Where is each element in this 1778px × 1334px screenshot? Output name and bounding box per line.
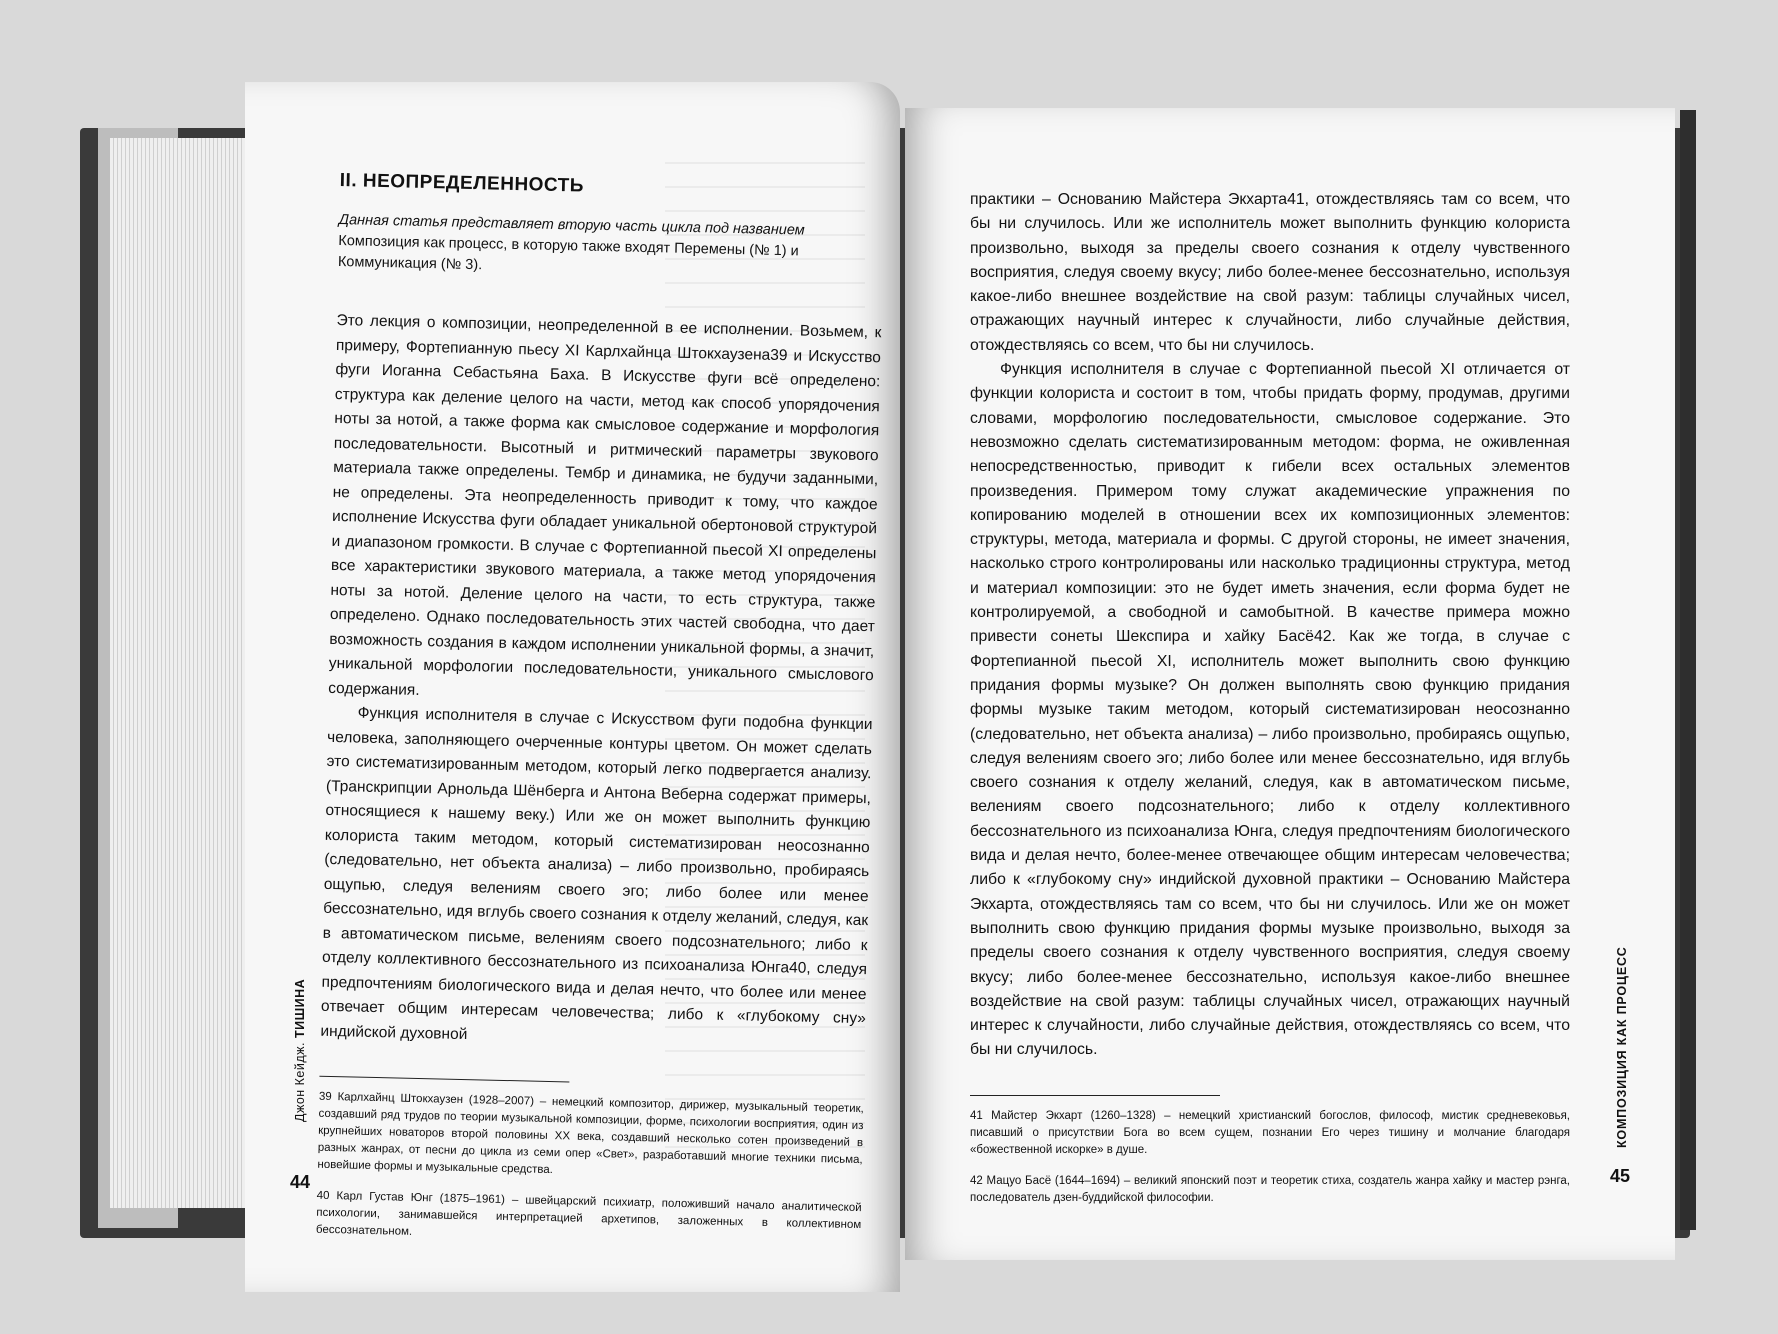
page-number-right: 45 — [1610, 1166, 1631, 1186]
running-head-left — [293, 979, 307, 1122]
footnote-39: 39 Карлхайнц Штокхаузен (1928–2007) – немецкий композитор, дирижер, музыкальный теоретик, создавший ряд трудов по теории музыкальной композиции, форме, психологии восприятия, один из крупнейших новаторов второй половины XX века, создавший несколько сотен произведений в разных жанрах, от песни до цикла из семи опер «Свет», разработавший многие техники письма, новейшие формы и музыкальные средства. — [317, 1090, 864, 1177]
lead-italic: Данная статья представляет вторую часть цикла под названием — [338, 211, 805, 239]
footnote-rule-right — [970, 1095, 1220, 1096]
lead-text — [338, 210, 884, 285]
lead-rest: Композиция как процесс, в которую также входят Перемены (№ 1) и Коммуникация (№ 3). — [337, 232, 799, 274]
paragraph-2: Функция исполнителя в случае с Искусством фуги подобна функции человека, заполняющего очерченные контуры цветом. Он может сделать это систематизированным методом, который легко подвергается анализу. (Транскрипции Арнольда Шёнберга и Антона Веберна содержат примеры, относящиеся к нашему веку.) Или же он может выполнить функцию колориста таким методом, который систематизирован неосознанно (следовательно, нет объекта анализа) – либо произвольно, пробираясь ощупью, следуя велениям своего эго; либо более или менее бессознательно, идя вглубь своего сознания к отделу желаний, следуя, как в автоматическом письме, велениям своего подсознательного; либо к отделу коллективного бессознательного из психоанализа Юнга40, следуя предпочтениям биологического вида и делая нечто, что более или менее отвечает общим интересам человечества; либо к «глубокому сну» индийской духовной — [320, 704, 873, 1043]
section-heading: II. НЕОПРЕДЕЛЕННОСТЬ — [339, 170, 585, 197]
running-head-author: Джон Кейдж. — [293, 1042, 307, 1122]
page-number-left: 44 — [290, 1172, 311, 1192]
running-head-right: КОМПОЗИЦИЯ КАК ПРОЦЕСС — [1615, 946, 1629, 1148]
footnote-rule — [319, 1076, 569, 1083]
left-page-content — [315, 170, 884, 1265]
right-page — [905, 108, 1675, 1260]
footnote-40: 40 Карл Густав Юнг (1875–1961) – швейцарский психиатр, положивший начало аналитической психологии, занимавшейся интерпретацией архетипов, заложенных в коллективном бессознательном. — [315, 1189, 862, 1238]
running-head-title: ТИШИНА — [293, 978, 307, 1039]
footnote-42: 42 Мацуо Басё (1644–1694) – великий японский поэт и теоретик стиха, создатель жанра хайку и мастер рэнга, последователь дзен-буддийской философии. — [970, 1174, 1570, 1204]
right-page-content — [970, 188, 1570, 1221]
cover-edge-right — [1680, 110, 1696, 1230]
paragraph-1: Это лекция о композиции, неопределенной в ее исполнении. Возьмем, к примеру, Фортепианную пьесу XI Карлхайнца Штокхаузена39 и Искусство фуги Иоганна Себастьяна Баха. В Искусстве фуги всё определено: структура как деление целого на части, метод как способ упорядочения ноты за нотой, а также форма как смысловое содержание и морфология последовательности. Высотный и ритмический параметры звукового материала также определены. Тембр и динамика, не будучи заданными, не определены. Эта неопределенность приводит к тому, что каждое исполнение Искусства фуги обладает уникальной обертоновой структурой и диапазоном громкости. В случае с Фортепианной пьесой XI определены все характеристики звукового материала, а также метод упорядочения ноты за нотой. Деление целого на части, то есть структура, также определено. Однако последовательность этих частей свободна, что дает возможность создания в каждом исполнении уникальной формы, а значит, уникальной морфологии последовательности, уникального смыслового содержания. — [328, 311, 882, 699]
paragraph-3: практики – Основанию Майстера Экхарта41, отождествляясь там со всем, что бы ни случилось. Или же исполнитель может выполнить функцию колориста произвольно, выходя за пределы своего сознания к отделу чувственного восприятия, следуя своему вкусу; либо более-менее бессознательно, используя какое-либо внешнее воздействие на свой разум: таблицы случайных чисел, отражающих научный интерес к случайности, либо случайные действия, отождествляясь со всем, что бы ни случилось. — [970, 191, 1570, 354]
footnote-41: 41 Майстер Экхарт (1260–1328) – немецкий христианский богослов, философ, мистик средневековья, писавший о присутствии Бога во всем сущем, познании Его через тишину и молчание благодаря «божественной искорке» в душе. — [970, 1109, 1570, 1156]
paragraph-4: Функция исполнителя в случае с Фортепианной пьесой XI отличается от функции колориста и состоит в том, чтобы придать форму, продумав, другими словами, морфологию последовательности, смысловое содержание. Это невозможно сделать систематизированным методом: форма, не оживленная непосредственностью, приводит к гибели всех остальных элементов произведения. Примером тому служат академические упражнения по копированию моделей в отношении всех их композиционных элементов: структуры, метода, материала и формы. С другой стороны, не имеет значения, насколько строго контролированы или насколько традиционны структура, метод и материал композиции: это не будет иметь значения, если форма будет не контролируемой, а свободной и самобытной. В качестве примера можно привести сонеты Шекспира и хайку Басё42. Как же тогда, в случае с Фортепианной пьесой XI, исполнитель может выполнить свою функцию придания формы музыке? Он должен выполнять свою функцию придания формы музыке таким методом, который систематизирован неосознанно (следовательно, нет объекта анализа) – либо произвольно, пробираясь ощупью, следуя велениям своего эго; либо более или менее бессознательно, идя вглубь своего сознания к отделу желаний, следуя, как в автоматическом письме, велениям своего подсознательного; либо к отделу коллективного бессознательного из психоанализа Юнга, следуя предпочтениям биологического вида и делая нечто, более-менее отвечающее общим интересам человечества; либо к «глубокому сну» индийской духовной практики – Основанию Майстера Экхарта, отождествляясь там со всем, что бы ни случилось. Или же он может выполнить свою функцию придания формы музыке произвольно, выходя за пределы своего сознания к отделу чувственного восприятия, следуя своему вкусу; либо более-менее бессознательно, используя какое-либо внешнее воздействие на свой разум: таблицы случайных чисел, отражающих научный интерес к случайности, либо случайные действия, отождествляясь со всем, что бы ни случилось. — [970, 361, 1570, 1059]
left-page — [245, 82, 900, 1292]
page-edges — [110, 138, 250, 1208]
